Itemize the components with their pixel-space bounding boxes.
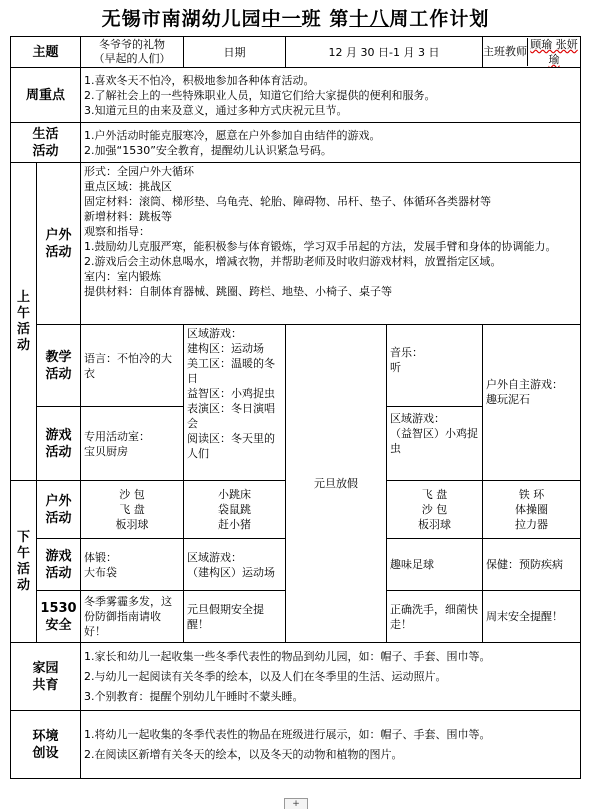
morning-label: 上 午 活 动 [11,163,37,481]
list-item: 室内：室内锻炼 [84,270,162,283]
holiday-cell: 元旦放假 [286,325,387,643]
life-activity-content [81,123,581,163]
game-pm-thursday: 趣味足球 [387,539,483,591]
life-activity-row [11,123,581,163]
weekly-focus-label: 周重点 [11,68,81,123]
game-pm-monday: 体锻： 大布袋 [81,539,184,591]
home-label: 家园 共育 [11,643,81,711]
home-content [81,643,581,711]
morning-game-label: 游戏 活动 [37,407,81,481]
safety-thursday: 正确洗手，细菌快走！ [387,591,483,643]
environment-content [81,711,581,779]
list-item: 1.鼓励幼儿克服严寒，能积极参与体育锻炼，学习双手吊起的方法，发展手臂和身体的协调能力。 [84,240,557,253]
school-name: 无锡市南湖幼儿园 [101,8,262,30]
list-item: 3.个别教育：提醒个别幼儿午睡时不蒙头睡。 [84,689,304,703]
outdoor-pm-friday: 铁 环 体操圈 拉力器 [483,481,581,539]
morning-teaching-row [11,325,581,407]
teaching-thursday: 音乐： 听 [387,325,483,407]
safety-monday: 冬季雾霾多发，这份防御指南请收好！ [81,591,184,643]
area-game-tuesday: 区域游戏： 建构区：运动场 美工区：温暖的冬日 益智区：小鸡捉虫 表演区：冬日演唱会 阅读区：冬天里的人们 [184,325,286,481]
header-row [11,37,581,68]
class-name: 中一 [261,8,302,30]
teaching-monday: 语言：不怕冷的大衣 [81,325,184,407]
list-item: 2.游戏后会主动休息喝水，增减衣物，并帮助老师及时收归游戏材料，放置指定区域。 [84,255,502,268]
morning-outdoor-label: 户外 活动 [37,163,81,325]
theme-value: 冬爷爷的礼物 （早起的人们） [81,37,184,68]
date-label: 日期 [184,37,286,68]
list-item: 2.加强“1530”安全教育，提醒幼儿认识紧急号码。 [84,143,332,157]
list-item: 1.喜欢冬天不怕冷，积极地参加各种体育活动。 [84,73,315,87]
afternoon-outdoor-label: 户外 活动 [37,481,81,539]
list-item: 提供材料：自制体育器械、跳圈、跨栏、地垫、小椅子、桌子等 [84,285,393,298]
outdoor-friday: 户外自主游戏： 趣玩泥石 [483,325,581,481]
weekly-plan-table [10,36,581,779]
list-item: 2.了解社会上的一些特殊职业人员，知道它们给大家提供的便利和服务。 [84,88,436,102]
game-pm-friday: 保健：预防疾病 [483,539,581,591]
week-prefix: 第 [329,8,350,30]
list-item: 3.知道元旦的由来及意义，通过多种方式庆祝元旦节。 [84,103,348,117]
list-item: 观察和指导： [84,225,151,238]
teacher-cell [483,37,581,68]
teacher-value: 顾瑜 张妍瑜 [530,38,578,66]
outdoor-pm-tuesday: 小跳床 袋鼠跳 赶小猪 [184,481,286,539]
morning-outdoor-row [11,163,581,325]
list-item: 重点区域：挑战区 [84,180,173,193]
outdoor-pm-thursday: 飞 盘 沙 包 板羽球 [387,481,483,539]
weekly-focus-row [11,68,581,123]
safety-friday: 周末安全提醒！ [483,591,581,643]
morning-outdoor-content [81,163,581,325]
theme-label: 主题 [11,37,81,68]
plus-icon: + [292,799,300,809]
game-pm-tuesday: 区域游戏： （建构区）运动场 [184,539,286,591]
afternoon-game-label: 游戏 活动 [37,539,81,591]
date-value: 12 月 30 日-1 月 3 日 [286,37,483,68]
title-suffix: 周工作计划 [389,8,490,30]
life-activity-label: 生活 活动 [11,123,81,163]
week-number: 十八 [349,8,390,30]
list-item: 1.户外活动时能克服寒冷，愿意在户外参加自由结伴的游戏。 [84,128,381,142]
teacher-label: 主班教师 [483,38,528,66]
game-monday: 专用活动室： 宝贝厨房 [81,407,184,481]
environment-row [11,711,581,779]
home-row [11,643,581,711]
list-item: 形式：全园户外大循环 [84,165,195,178]
list-item: 固定材料：滚筒、梯形垫、乌龟壳、轮胎、障碍物、吊杆、垫子、体循环各类器材等 [84,195,492,208]
safety-tuesday: 元旦假期安全提醒！ [184,591,286,643]
game-thursday: 区域游戏： （益智区）小鸡捉虫 [387,407,483,481]
page-title [0,4,591,31]
weekly-focus-content [81,68,581,123]
outdoor-pm-monday: 沙 包 飞 盘 板羽球 [81,481,184,539]
list-item: 2.在阅读区新增有关冬天的绘本，以及冬天的动物和植物的图片。 [84,747,403,761]
afternoon-label: 下 午 活 动 [11,481,37,643]
safety-label: 1530 安全 [37,591,81,643]
morning-teaching-label: 教学 活动 [37,325,81,407]
list-item: 1.家长和幼儿一起收集一些冬季代表性的物品到幼儿园，如：帽子、手套、围巾等。 [84,649,491,663]
list-item: 1.将幼儿一起收集的冬季代表性的物品在班级进行展示，如：帽子、手套、围巾等。 [84,727,491,741]
class-word: 班 [301,8,322,30]
page-tab-handle[interactable] [284,798,308,809]
list-item: 新增材料：跳板等 [84,210,173,223]
environment-label: 环境 创设 [11,711,81,779]
list-item: 2.与幼儿一起阅读有关冬季的绘本，以及人们在冬季里的生活、运动照片。 [84,669,447,683]
